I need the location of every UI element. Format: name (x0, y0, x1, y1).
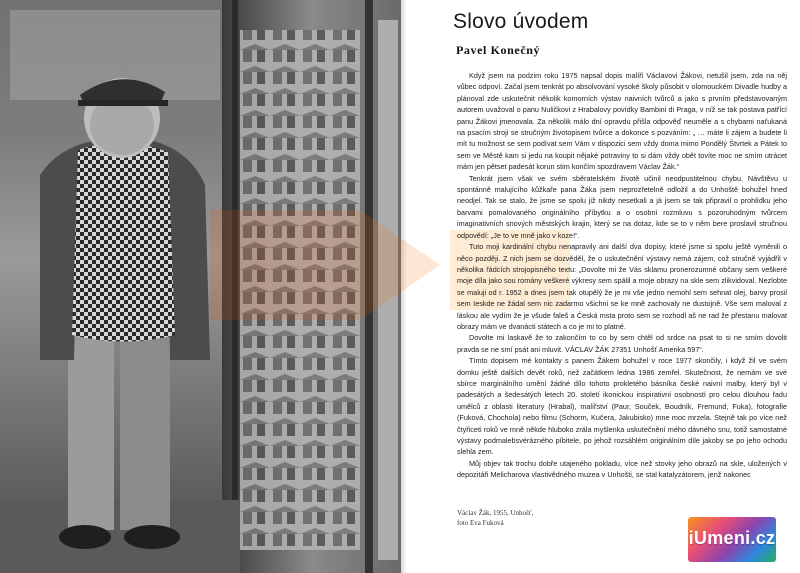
caption-line: Václav Žák, 1955, Unhošť, (457, 509, 534, 517)
page-title: Slovo úvodem (453, 10, 589, 33)
text-page (407, 0, 800, 573)
author-name: Pavel Konečný (456, 43, 541, 57)
paragraph: Když jsem na podzim roku 1975 napsal dopis malíři Václavovi Žákovi, netušil jsem, zda na něj vůbec odpoví. Začal jsem tenkrát po absolvování vysoké školy působit v olomouckém Divadle hudby a plánoval zde uskutečnit několik komorních výstav naivních tvůrců a jako s prvním představovaným autorem uvažoval o panu Nuličkovi z Hrabalovy povídky Bambini di Praga, v níž se tak postava patřící panu Žákovi jmenovala. Za několik málo dní opravdu přišla odpověď neuměle a s chybami naťukaná na psacím stroji se stručným životopisem tvůrce a dokonce s pozváním: „ … máte li zájem a budete li mít tu možnost se sem podívat sem Vám v dispozici sem vždy doma mimo Pondělý Štvrtek a Pátek to sem ve Městě kam si jedu na koupit nějaké potraviny to si dám vždy obět tovíte moc ne smím utrácet mám jen pětset padesát korun stim končím spozdravem Václav Žák.“ (457, 71, 787, 172)
caption-line: foto Eva Fuková (457, 519, 504, 527)
paragraph: Tenkrát jsem však ve svém sběratelském životě učinil neodpustitelnou chybu. Návštěvu u spontánně malujícího kůžkaře pana Žáka jsem neprozřetelně odložil a do Unhoště bohužel hned neodjel. Tak se stalo, že jsme se spolu již nikdy nesetkali a já jsem se tak připravil o prohlídku jeho barvami pomalovaného originálního příbytku a o osobní rozmluvu s pozoruhodným tvůrcem imaginativních snových městských krajin, který se na dotaz, kde se to v něm bere proslavil stručnou odpovědí: „Je to ve mně jako v koze!“. (457, 173, 787, 240)
logo-text: iUmeni.cz (688, 528, 776, 548)
article-body (457, 70, 787, 481)
paragraph: Můj objev tak trochu dobře utajeného pokladu, více než stovky jeho obrazů na skle, uložených v depozitáři Melicharova vlastivědného muzea v Unhošti, se stal katalyzátorem, jenž nakonec (457, 458, 787, 480)
paragraph: Tuto moji kardinální chybu nenapravily ani další dva dopisy, které jsme si spolu ještě vyměnili o něco později. Z nich jsem se dozvěděl, že o uskutečnění výstavy nemá zájem, což stručně vyjádřil v několika řádcích strojopisného textu: „Dovolte mi že Vás sklamu pronerozumné občany sem veškeré moje díla jako sou romány veškeré výkresy sem spálil a moje obrazy na skle sem zlikvidoval. Nezlobte se maluji od r. 1952 a dnes jsem tak otupělý že je mi vše jedno nemohl sem sehnat olej, barvy prosil sem Ieskde ne žádal sem nic zadarmo všichni se ke mně zachovaly ne dustojně. Vše sem maloval z láskou ale vydím že je všude faleš a Česká msta proto sem se rozhodl aš ne rad že přestanu malovat obrazy mám ve dvanácti státech a co je mi to platné. (457, 242, 787, 331)
site-logo[interactable] (688, 517, 776, 562)
photo-caption (457, 508, 657, 528)
paragraph: Tímto dopisem mé kontakty s panem Žákem bohužel v roce 1977 skončily, i když žil ve svém domku ještě dalších devět roků, než začátkem ledna 1986 zemřel. Skutečnost, že nemám ve své sbírce marginálního umění žádné dílo tohoto prokletého básníka české naivní malby, který byl v padesátých a šedesátých letech 20. století ikonickou inspirativní osobností pro celou dlouhou řadu umělců z oblasti literatury (Hrabal), malířství (Paur, Souček, Boudník, Fremund, Fuka), fotografie (Fuková, Chochola) nebo filmu (Schorm, Kučera, Jakubisko) mne moc mrzela. Stejně tak po více než čtyřiceti roků ve mně někde hluboko zrála myšlenka uskutečnění mého dávného snu, totiž samostatné výstavy podmalebsvérázného píbitele, po jehož rozsáhlém originálním díle jakoby se po jeho ochodu slehla zem. (457, 356, 787, 457)
paragraph: Dovolte mi laskavě že to zakončím to co by sem chtěl od srdce na psat to si ne smím dovolit pravda se ne smí psát ani mluvit. VÁCLAV ŽÁK 27351 Unhošť Amerika 597“. (457, 333, 787, 354)
